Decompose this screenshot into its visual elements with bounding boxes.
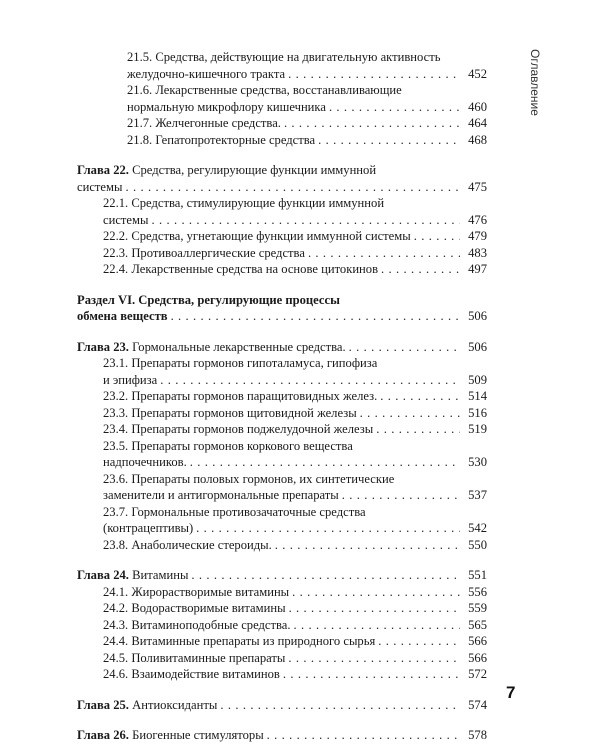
- toc-chapter-25: [77, 697, 487, 714]
- toc-entry-23-7-line1: 23.7. Гормональные противозачаточные средства: [103, 504, 366, 519]
- dot-leader: [196, 520, 460, 537]
- chapter-heading: [77, 727, 264, 744]
- toc-entry-title: и эпифиза: [103, 372, 158, 387]
- toc-entry-24-5: [77, 650, 487, 667]
- toc-entry-title: 24.6. Взаимодействие витаминов: [103, 667, 280, 681]
- dot-leader: [275, 537, 460, 554]
- chapter-label: Глава 26.: [77, 728, 129, 742]
- toc-entry-title: обмена веществ: [77, 309, 168, 323]
- toc-chapter-24: [77, 567, 487, 584]
- running-head: Оглавление: [528, 49, 542, 116]
- toc-entry-title: (контрацептивы): [103, 521, 194, 535]
- toc-entry-23-6-line1: 23.6. Препараты половых гормонов, их синтетические: [103, 471, 395, 486]
- dot-leader: [191, 567, 460, 584]
- toc-page-number: 551: [468, 568, 487, 582]
- chapter-title: Средства, регулирующие функции иммунной: [132, 163, 377, 177]
- toc-entry-title: нормальную микрофлору кишечника: [127, 99, 326, 114]
- toc-entry-23-1: [77, 372, 487, 389]
- chapter-heading: [77, 697, 217, 714]
- dot-leader: [329, 99, 460, 116]
- dot-leader: [289, 600, 460, 617]
- toc-page-number: 479: [468, 229, 487, 243]
- toc-entry-title: 21.7. Желчегонные средства.: [127, 116, 281, 130]
- toc-page-number: 572: [468, 667, 487, 681]
- toc-entry-title: 24.5. Поливитаминные препараты: [103, 650, 286, 665]
- toc-entry-21-8: [77, 132, 487, 149]
- chapter-label: Глава 22.: [77, 163, 129, 177]
- toc-page-number: 556: [468, 584, 487, 599]
- toc-entry-24-3: [77, 617, 487, 634]
- toc-entry-23-1-line1: 23.1. Препараты гормонов гипоталамуса, гипофиза: [103, 356, 378, 370]
- toc-entry-21-6-line1: 21.6. Лекарственные средства, восстанавливающие: [127, 83, 402, 97]
- toc-page-number: 574: [468, 697, 487, 712]
- toc-entry-23-6: [77, 487, 487, 504]
- toc-entry-title: 24.2. Водорастворимые витамины: [103, 601, 286, 615]
- toc-entry-title: 22.4. Лекарственные средства на основе цитокинов: [103, 262, 379, 276]
- toc-entry-23-8: [77, 537, 487, 554]
- toc-entry-22-4: [77, 261, 487, 278]
- toc-entry-title: 23.3. Препараты гормонов щитовидной железы: [103, 405, 357, 420]
- toc-page-number: 475: [468, 179, 487, 194]
- toc-chapter-22-line1: [77, 162, 487, 179]
- dot-leader: [220, 697, 460, 714]
- toc-page-number: 509: [468, 372, 487, 387]
- toc-chapter-26: [77, 727, 487, 744]
- dot-leader: [267, 727, 460, 744]
- toc-entry-22-3: [77, 245, 487, 262]
- toc-entry-22-2: [77, 228, 487, 245]
- dot-leader: [288, 650, 460, 667]
- toc-page-number: 578: [468, 728, 487, 742]
- toc-entry-title: 23.2. Препараты гормонов паращитовидных желез.: [103, 389, 378, 403]
- toc-page-number: 464: [468, 116, 487, 130]
- dot-leader: [360, 405, 460, 422]
- dot-leader: [381, 261, 460, 278]
- toc-page-number: 566: [468, 634, 487, 648]
- toc-entry-title: 22.2. Средства, угнетающие функции иммунной системы: [103, 229, 411, 243]
- chapter-title: Гормональные лекарственные средства.: [132, 339, 346, 354]
- toc-page-number: 476: [468, 212, 487, 227]
- dot-leader: [151, 212, 460, 229]
- dot-leader: [294, 617, 460, 634]
- toc-page-number: 460: [468, 99, 487, 114]
- dot-leader: [190, 454, 460, 471]
- toc-entry-title: желудочно-кишечного тракта: [127, 66, 286, 81]
- toc-entry-22-1: [77, 212, 487, 229]
- toc-entry-title: 23.4. Препараты гормонов поджелудочной железы: [103, 422, 374, 436]
- toc-entry-title: надпочечников.: [103, 455, 187, 469]
- toc-entry-23-3: [77, 405, 487, 422]
- chapter-label: Глава 25.: [77, 697, 129, 712]
- dot-leader: [171, 308, 460, 325]
- toc-part-6: [77, 308, 487, 325]
- chapter-heading: [77, 339, 346, 356]
- toc-page-number: 506: [468, 309, 487, 323]
- toc-entry-23-4: [77, 421, 487, 438]
- dot-leader: [284, 115, 460, 132]
- dot-leader: [349, 339, 460, 356]
- toc-page-number: 506: [468, 339, 487, 354]
- toc-chapter-23: [77, 339, 487, 356]
- toc-page-number: 514: [468, 389, 487, 403]
- toc-page-number: 483: [468, 245, 487, 260]
- chapter-title: Витамины: [132, 568, 189, 582]
- toc-page-number: 519: [468, 422, 487, 436]
- dot-leader: [283, 666, 460, 683]
- toc-page-number: 559: [468, 601, 487, 615]
- toc-page-number: 452: [468, 66, 487, 81]
- toc-entry-21-7: [77, 115, 487, 132]
- toc-entry-title: заменители и антигормональные препараты: [103, 488, 339, 502]
- toc-page-number: 565: [468, 617, 487, 632]
- toc-entry-title: 24.3. Витаминоподобные средства.: [103, 617, 291, 632]
- dot-leader: [378, 633, 460, 650]
- dot-leader: [292, 584, 460, 601]
- dot-leader: [125, 179, 460, 196]
- chapter-title: Биогенные стимуляторы: [132, 728, 264, 742]
- toc-page-number: 566: [468, 650, 487, 665]
- toc-entry-title: 21.8. Гепатопротекторные средства: [127, 132, 316, 147]
- dot-leader: [414, 228, 460, 245]
- toc-entry-22-1-line1: 22.1. Средства, стимулирующие функции иммунной: [103, 196, 385, 210]
- toc-entry-23-2: [77, 388, 487, 405]
- dot-leader: [376, 421, 460, 438]
- toc-part-6-line1: Раздел VI. Средства, регулирующие процессы: [77, 292, 340, 307]
- toc-entry-24-1: [77, 584, 487, 601]
- toc-entry-21-5: [77, 66, 487, 83]
- toc-entry-title: системы: [77, 179, 123, 194]
- toc-page-number: 537: [468, 488, 487, 502]
- chapter-title: Антиоксиданты: [132, 697, 218, 712]
- dot-leader: [288, 66, 460, 83]
- chapter-label: Глава 24.: [77, 568, 129, 582]
- toc-entry-24-2: [77, 600, 487, 617]
- chapter-heading: [77, 567, 188, 584]
- toc-entry-title: системы: [103, 212, 149, 227]
- toc-entry-23-5: [77, 454, 487, 471]
- dot-leader: [160, 372, 460, 389]
- toc-page-number: 530: [468, 455, 487, 469]
- dot-leader: [342, 487, 460, 504]
- chapter-label: Глава 23.: [77, 339, 129, 354]
- toc-entry-title: 23.8. Анаболические стероиды.: [103, 537, 272, 552]
- dot-leader: [318, 132, 460, 149]
- page-number: 7: [506, 683, 516, 702]
- toc-entry-title: 22.3. Противоаллергические средства: [103, 245, 305, 260]
- dot-leader: [380, 388, 460, 405]
- toc-entry-24-6: [77, 666, 487, 683]
- toc-entry-21-6: [77, 99, 487, 116]
- toc-entry-24-4: [77, 633, 487, 650]
- toc-entry-21-5-line1: 21.5. Средства, действующие на двигательную активность: [127, 50, 441, 64]
- toc-entry-23-5-line1: 23.5. Препараты гормонов коркового вещества: [103, 438, 353, 453]
- dot-leader: [308, 245, 460, 262]
- toc-chapter-22: [77, 179, 487, 196]
- toc-page-number: 550: [468, 537, 487, 552]
- toc-page-number: 542: [468, 521, 487, 535]
- toc-page-number: 497: [468, 262, 487, 276]
- toc-entry-title: 24.1. Жирорастворимые витамины: [103, 584, 290, 599]
- toc-page-number: 468: [468, 132, 487, 147]
- toc-entry-title: 24.4. Витаминные препараты из природного сырья: [103, 634, 376, 648]
- toc-entry-23-7: [77, 520, 487, 537]
- table-of-contents: [77, 49, 487, 744]
- toc-page-number: 516: [468, 405, 487, 420]
